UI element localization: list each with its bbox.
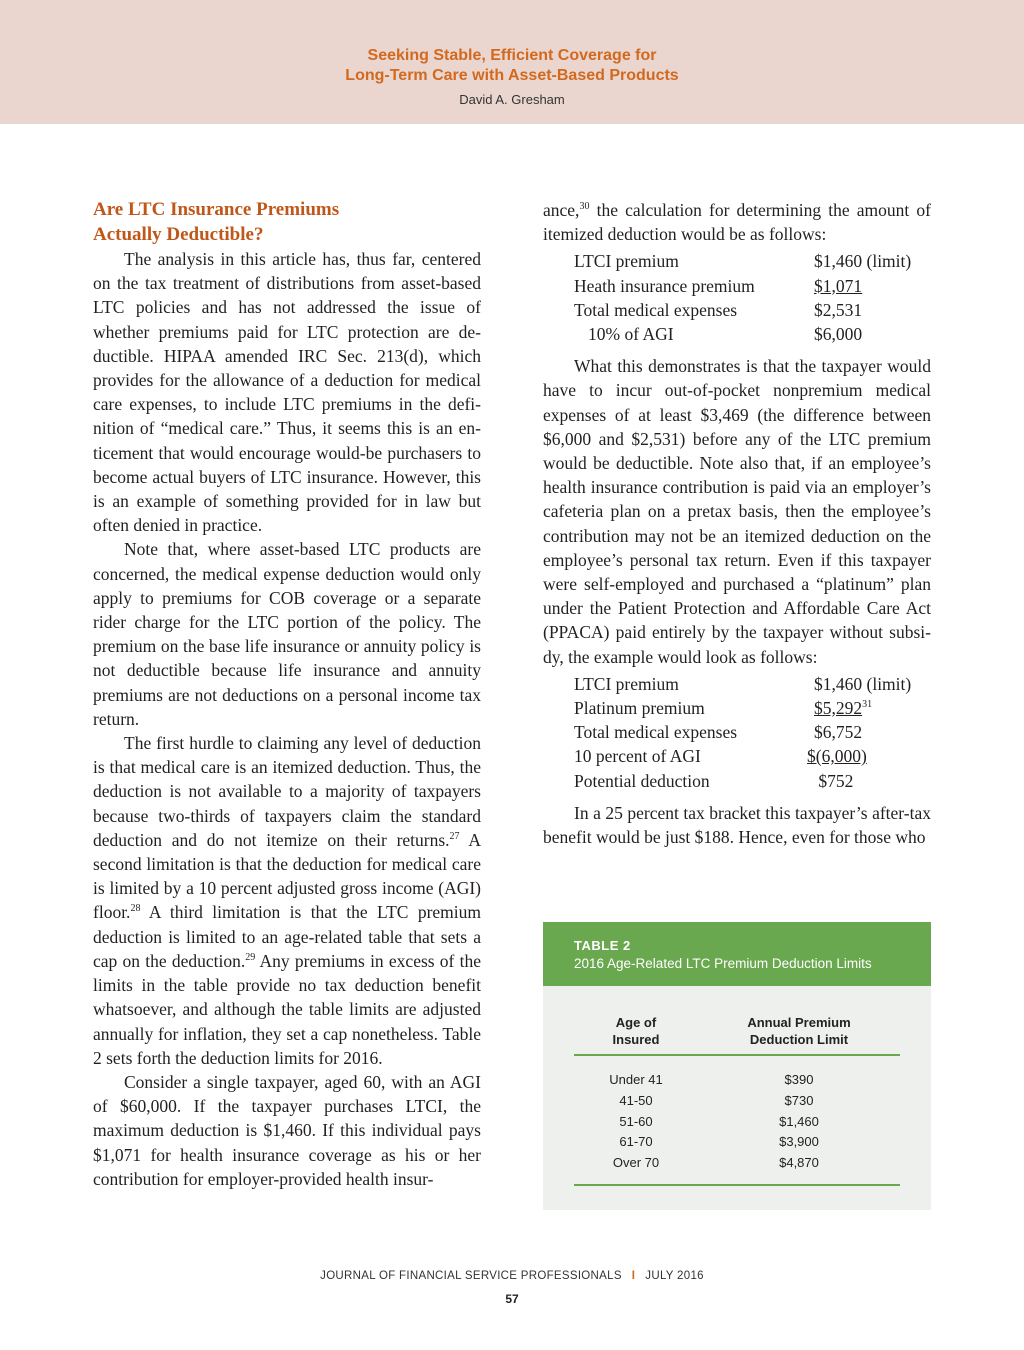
calc-value: $2,531 [814,299,863,320]
column-header-limit [698,1014,900,1048]
paragraph-text: ance, [543,200,580,220]
article-title-line1: Seeking Stable, Efficient Coverage for [367,47,657,64]
table-cell-age: 61-70 [619,1134,653,1150]
calc-label: Potential deduction [574,770,710,791]
calc-value: $(6,000) [807,746,867,767]
paragraph: In a 25 percent tax bracket this taxpayer’s after-tax benefit would be just $188. Hence, even for those who [543,802,931,847]
footer-separator: I [631,1270,636,1282]
table-cell-age: Under 41 [609,1072,663,1087]
calc-label: Total medical expenses [574,722,738,743]
right-column [543,198,931,849]
paragraph: What this demonstrates is that the taxpayer would have to incur out-of-pocket nonpremium medical expenses of at least $3,469 (the difference between $6,000 and $2,531) before any of the LTC premium would be deductible. Note also that, if an employee’s health insurance contribution is paid via an employer’s cafeteria plan on a pretax basis, then the employee’s contribution may not be an itemized deduction on the employee’s personal tax return. Even if this taxpayer were self-employed and purchased a “platinum” plan under the Patient Protection and Affordable Care Act (PPACA) paid entirely by the taxpayer without subsidy, the example would look as follows: [543,356,931,667]
calc-row [574,696,924,720]
footnote-ref[interactable]: 29 [245,951,256,963]
column-header-age [574,1014,698,1048]
article-title-line2: Long-Term Care with Asset-Based Products [345,67,679,84]
table-cell-limit: $4,870 [779,1155,819,1171]
column-header-text: Deduction Limit [749,1032,849,1047]
paragraph: Note that, where asset-based LTC products are concerned, the medical expense deduction would only apply to premiums for COB coverage or a separate rider charge for the LTC portion of the policy. The premium on the base life insurance or annuity policy is not deductible because life insurance and annuity premiums are not deductions on a personal income tax return. [93,539,481,729]
table-row [574,1153,900,1174]
table-cell-limit: $730 [784,1092,814,1108]
calculation-example-2 [574,672,924,793]
table-header-band [543,922,931,986]
calc-row [574,720,924,744]
footnote-ref[interactable]: 28 [130,903,141,915]
paragraph-text: A third limitation is that the LTC premium deduction is limited to an age-related table that sets a cap on the deduction. [93,902,481,971]
paragraph-text: The first hurdle to claiming any level of deduction is that medical care is an itemized deduction. Thus, the deduction is not available to a majority of taxpayers because two-thirds of taxpayers claim the standard deduction and do not itemize on their returns. [93,733,481,850]
paragraph [543,198,931,246]
journal-name: JOURNAL OF FINANCIAL SERVICE PROFESSIONALS [320,1270,622,1282]
calc-row [574,672,924,696]
calc-value: $752 [818,770,854,791]
table-row [574,1091,900,1112]
calc-label: LTCI premium [574,251,679,272]
calc-row [574,249,924,273]
calc-row [574,274,924,298]
section-heading-line2: Actually Deductible? [93,223,264,245]
table-row [574,1112,900,1133]
section-heading [93,198,481,247]
table-cell-limit: $3,900 [779,1134,819,1150]
paragraph [93,731,481,1070]
table-caption: 2016 Age-Related LTC Premium Deduction Limits [574,956,872,971]
calc-label: Total medical expenses [574,299,738,320]
footnote-ref[interactable]: 31 [862,698,873,710]
table-row [574,1070,900,1091]
section-heading-line1: Are LTC Insurance Premiums [93,199,340,220]
table-grid [574,1014,900,1186]
paragraph-text: the calculation for determining the amount of itemized deduction would be as follows: [543,200,931,245]
calc-value: $6,752 [814,722,863,743]
table-cell-limit: $1,460 [779,1113,819,1129]
calc-label: Platinum premium [574,697,705,718]
calc-label: LTCI premium [574,673,679,694]
calc-value: $1,460 (limit) [814,251,912,272]
deduction-limits-table [543,922,931,1210]
table-column-headers [574,1014,900,1056]
paragraph-text: Any premiums in excess of the limits in the table provide no tax deduction benefit whatsoever, and although the table limits are adjusted annually for inflation, they set a cap nonetheless. Table 2 sets forth the deduction limits for 2016. [93,950,481,1068]
table-cell-age: 51-60 [619,1113,653,1129]
table-number: TABLE 2 [574,938,631,953]
calc-value: $1,460 (limit) [814,673,912,694]
calc-value: $1,071 [814,275,863,296]
calc-label: Heath insurance premium [574,275,755,296]
paragraph-text: A second limitation is that the deduction for medical care is limited by a 10 percent adjusted gross income (AGI) floor. [93,829,481,923]
table-cell-limit: $390 [784,1072,814,1087]
calc-row [574,744,924,768]
article-author: David A. Gresham [459,92,565,107]
footnote-ref[interactable]: 27 [449,830,460,842]
column-header-text: Insured [612,1032,660,1047]
calc-value: $5,292 [814,697,863,718]
calc-label: 10 percent of AGI [574,746,701,767]
issue-date: JULY 2016 [645,1270,704,1282]
calc-row [574,298,924,322]
table-cell-age: Over 70 [612,1155,660,1171]
left-column [93,198,481,1191]
calc-row [574,322,924,346]
calc-row [574,769,924,793]
table-body [574,1056,900,1186]
calculation-example-1 [574,249,924,346]
calc-value: $6,000 [814,323,863,344]
column-header-text: Age of [615,1015,657,1030]
calc-label: 10% of AGI [588,323,674,344]
column-header-text: Annual Premium [747,1015,851,1030]
paragraph: Consider a single taxpayer, aged 60, with an AGI of $60,000. If the taxpayer purchases LTCI, the maximum deduction is $1,460. If this individual pays $1,071 for health insurance coverage as his or her contribution for employer-provided health insur- [93,1071,481,1189]
table-row [574,1132,900,1153]
page-number: 57 [505,1292,519,1306]
footnote-ref[interactable]: 30 [579,201,590,212]
journal-footer [0,1270,1024,1282]
paragraph: The analysis in this article has, thus far, centered on the tax treatment of distributions from asset-based LTC policies and has not addressed the issue of whether premiums paid for LTC protection are deductible. HIPAA amended IRC Sec. 213(d), which provides for the allowance of a deduction for medical care expenses, to include LTC premiums in the definition of “medical care.” Thus, it seems this is an enticement that would encourage would-be purchasers to become actual buyers of LTC insurance. However, this is an example of something provided for in law but often denied in practice. [93,249,481,536]
table-cell-age: 41-50 [619,1092,653,1108]
